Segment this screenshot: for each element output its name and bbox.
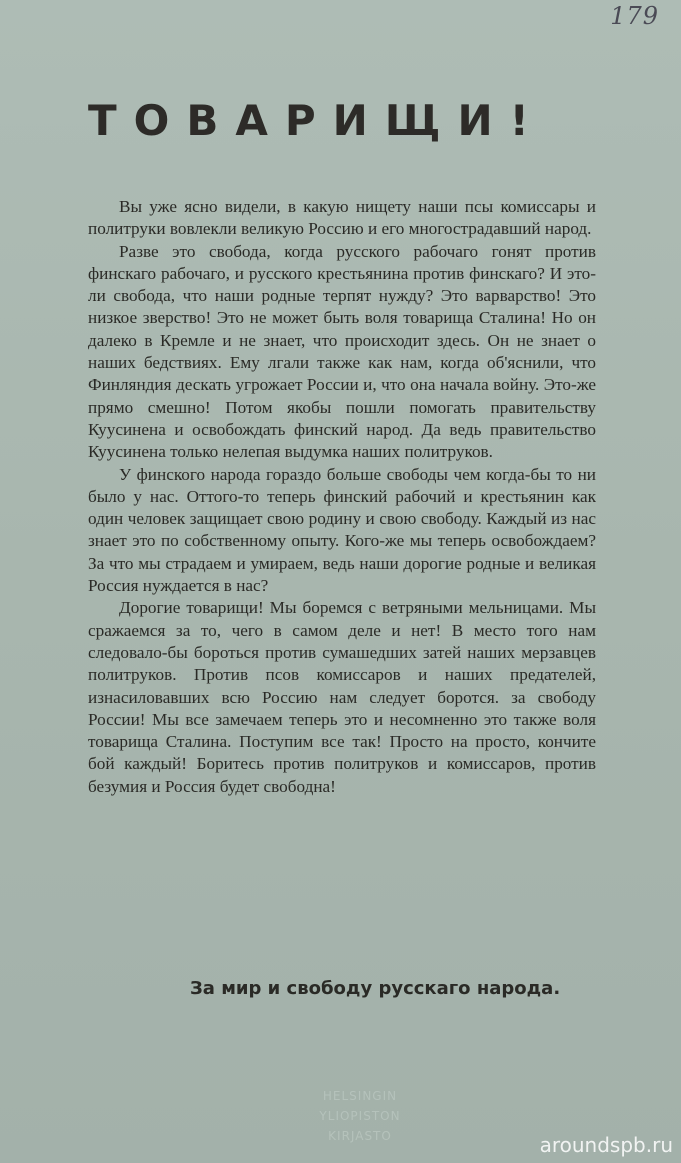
body-paragraph: У финского народа гораздо больше свободы чем когда-бы то ни было у нас. Оттого-то теперь финский рабочий и крестьянин как один человек защищает свою родину и свою свободу. Каждый из нас знает это по собственному опыту. Кого-же мы теперь освобождаем? За что мы страдаем и умираем, ведь наши дорогие родные и великая Россия нуждается в нас? xyxy=(88,464,596,596)
stamp-line: YLIOPISTON xyxy=(319,1109,401,1123)
leaflet-body xyxy=(88,196,596,798)
leaflet-title: ТОВАРИЩИ! xyxy=(88,96,546,145)
stamp-line: HELSINGIN xyxy=(322,1089,398,1103)
site-watermark: aroundspb.ru xyxy=(539,1133,673,1157)
body-paragraph: Дорогие товарищи! Мы боремся с ветряными мельницами. Мы сражаемся за то, чего в самом деле и нет! В место того нам следовало-бы бороться против сумашедших затей наших мерзавцев политруков. Против псов комиссаров и наших предателей, изнасиловавших всю Россию нам следует боротся. за свободу России! Мы все замечаем теперь это и несомненно это также воля товарища Сталина. Поступим все так! Просто на просто, кончите бой каждый! Боритесь против политруков и комиссаров, против безумия и Россия будет свободна! xyxy=(88,598,596,796)
body-paragraph: Разве это свобода, когда русского рабочаго гонят против финскаго рабочаго, и русского крестьянина против финскаго? И это-ли свобода, что наши родные терпят нужду? Это варварство! Это низкое зверство! Это не может быть воля товарища Сталина! Но он далеко в Кремле и не знает, что происходит здесь. Он не знает о наших бедствиях. Ему лгали также как нам, когда об'яснили, что Финляндия дескать угрожает России и, что она начала войну. Это-же прямо смешно! Потом якобы пошли помогать правительству Куусинена и освобождать финский народ. Да ведь правительство Куусинена только нелепая выдумка наших политруков. xyxy=(88,241,596,462)
stamp-line: KIRJASTO xyxy=(328,1129,392,1143)
library-stamp xyxy=(300,1086,420,1146)
closing-slogan: За мир и свободу русскаго народа. xyxy=(190,978,561,999)
body-paragraph: Вы уже ясно видели, в какую нищету наши псы комиссары и политруки вовлекли великую Россию и его многострадавший народ. xyxy=(88,197,596,239)
page-number: 179 xyxy=(610,2,659,30)
